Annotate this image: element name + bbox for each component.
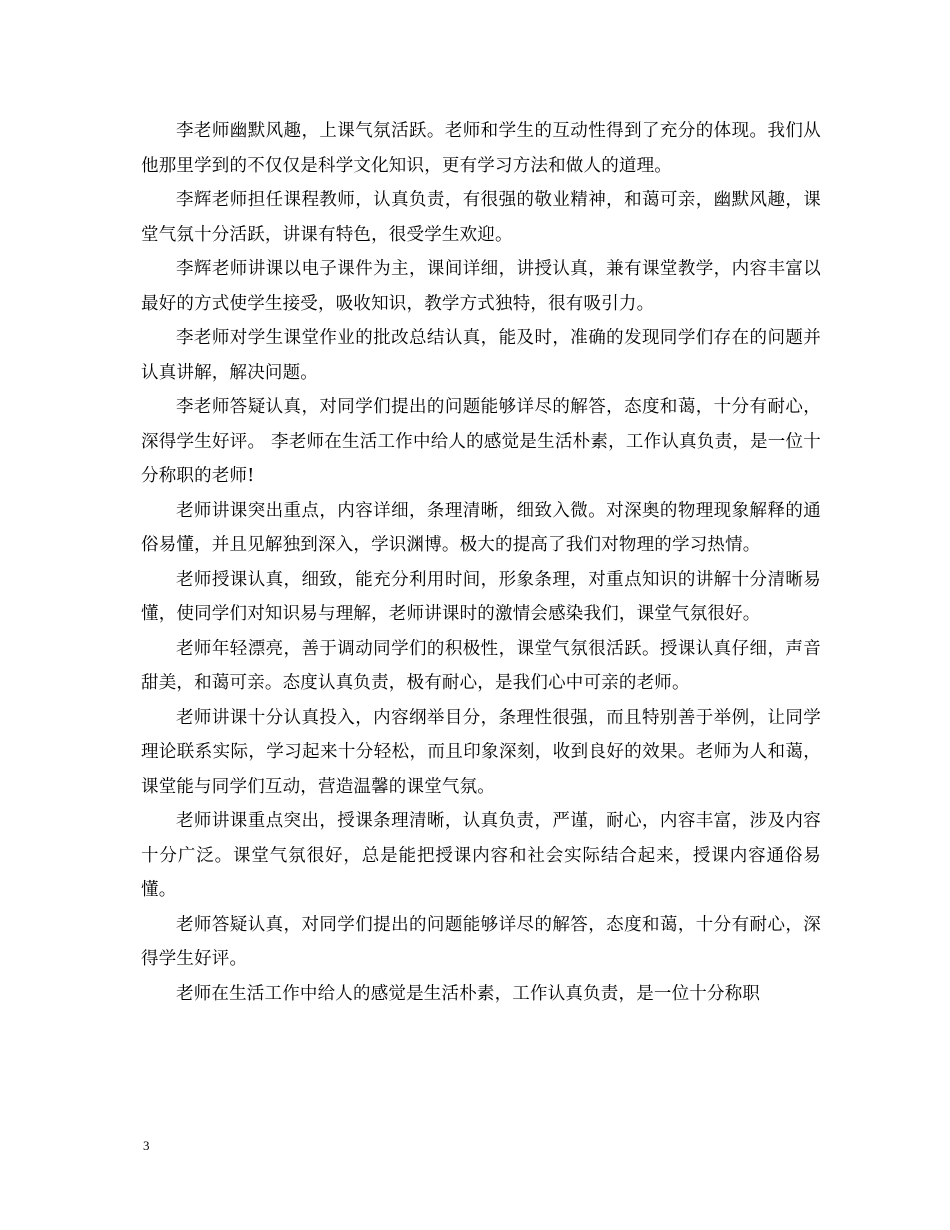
paragraph: 老师讲课十分认真投入，内容纲举目分，条理性很强，而且特别善于举例，让同学理论联系实际，学习起来十分轻松，而且印象深刻，收到良好的效果。老师为人和蔼，课堂能与同学们互动，营造温馨的课堂气氛。 bbox=[141, 707, 821, 797]
paragraph: 老师讲课突出重点，内容详细，条理清晰，细致入微。对深奥的物理现象解释的通俗易懂，并且见解独到深入，学识渊博。极大的提高了我们对物理的学习热情。 bbox=[141, 500, 821, 555]
paragraph: 老师讲课重点突出，授课条理清晰，认真负责，严谨，耐心，内容丰富，涉及内容十分广泛。课堂气氛很好，总是能把授课内容和社会实际结合起来，授课内容通俗易懂。 bbox=[141, 811, 821, 900]
paragraph: 李辉老师讲课以电子课件为主，课间详细，讲授认真，兼有课堂教学，内容丰富以最好的方式使学生接受，吸收知识，教学方式独特，很有吸引力。 bbox=[141, 259, 821, 314]
paragraph: 老师年轻漂亮，善于调动同学们的积极性，课堂气氛很活跃。授课认真仔细，声音甜美，和蔼可亲。态度认真负责，极有耐心，是我们心中可亲的老师。 bbox=[141, 638, 821, 693]
paragraph: 李老师对学生课堂作业的批改总结认真，能及时，准确的发现同学们存在的问题并认真讲解，解决问题。 bbox=[141, 328, 821, 383]
paragraph: 老师在生活工作中给人的感觉是生活朴素，工作认真负责，是一位十分称职 bbox=[176, 983, 761, 1004]
document-body bbox=[141, 114, 821, 1011]
paragraph: 李辉老师担任课程教师，认真负责，有很强的敬业精神，和蔼可亲，幽默风趣，课堂气氛十分活跃，讲课有特色，很受学生欢迎。 bbox=[141, 190, 821, 245]
paragraph: 老师授课认真，细致，能充分利用时间，形象条理，对重点知识的讲解十分清晰易懂，使同学们对知识易与理解，老师讲课时的激情会感染我们，课堂气氛很好。 bbox=[141, 569, 821, 624]
paragraph: 李老师答疑认真，对同学们提出的问题能够详尽的解答，态度和蔼，十分有耐心，深得学生好评。 李老师在生活工作中给人的感觉是生活朴素，工作认真负责，是一位十分称职的老师! bbox=[141, 397, 821, 486]
paragraph: 李老师幽默风趣，上课气氛活跃。老师和学生的互动性得到了充分的体现。我们从他那里学到的不仅仅是科学文化知识，更有学习方法和做人的道理。 bbox=[141, 121, 821, 176]
page-number: 3 bbox=[143, 1138, 150, 1153]
paragraph: 老师答疑认真，对同学们提出的问题能够详尽的解答，态度和蔼，十分有耐心，深得学生好评。 bbox=[141, 914, 821, 969]
